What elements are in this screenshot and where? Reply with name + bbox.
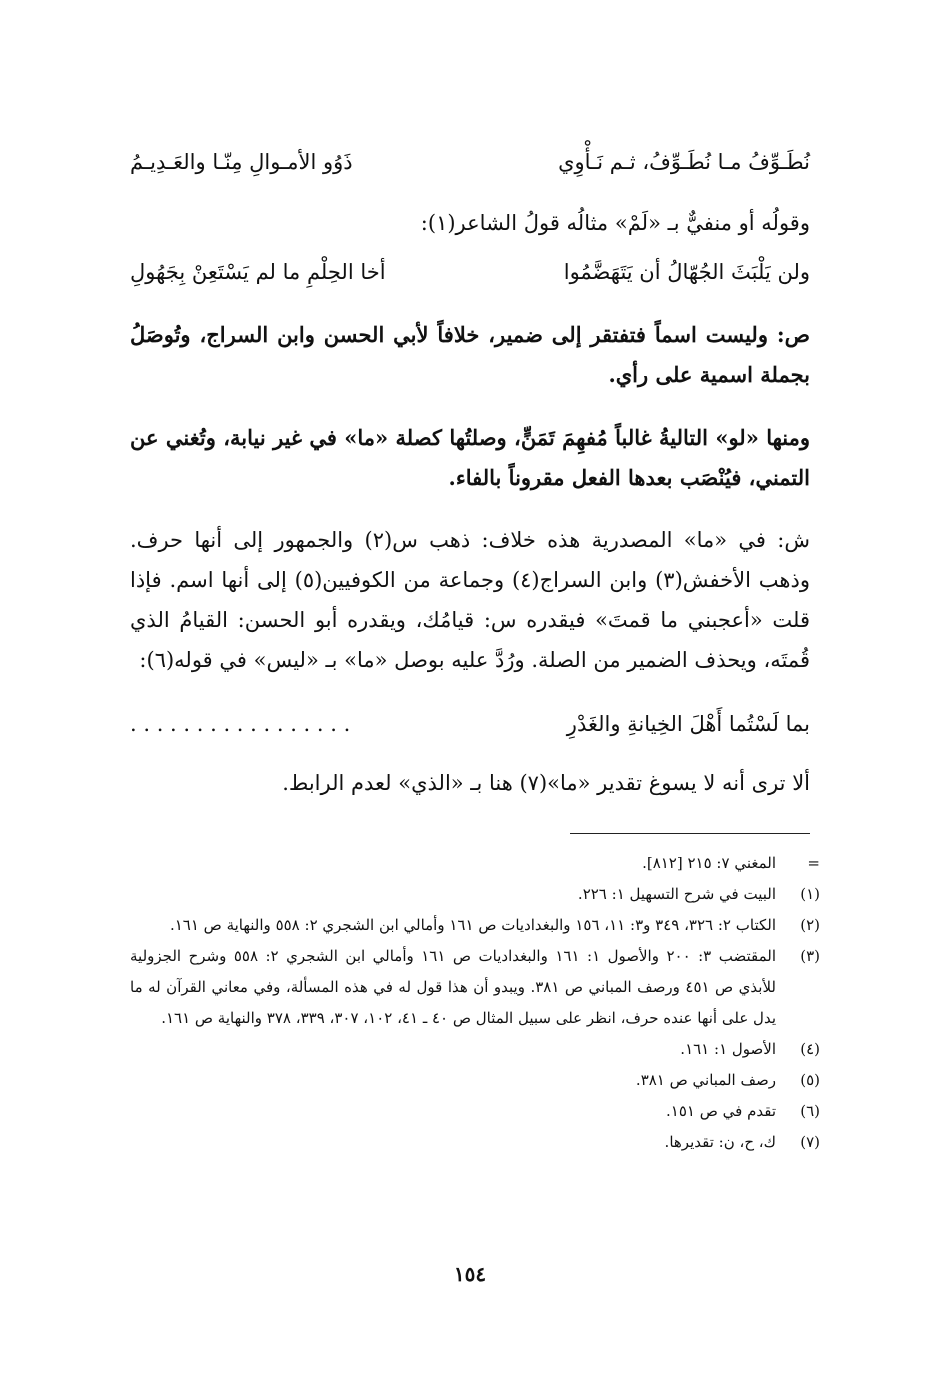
- paragraph-law: ومنها «لو» التاليةُ غالباً مُفهِمَ تَمَنٍّ، وصلتُها كصلة «ما» في غير نيابة، وتُغني عن التمني، فيُنْصَب بعدها الفعل مقروناً بالفاء.: [130, 425, 810, 490]
- paragraph-example-intro: وقولُه أو منفيٌّ بـ «لَمْ» مثالُه قولُ الشاعر(١):: [420, 211, 810, 235]
- footnote-number: (٤): [800, 1040, 820, 1058]
- footnote-text: الكتاب ٢: ٣٢٦، ٣٤٩ و٣: ١١، ١٥٦ والبغداديات ص ١٦١ وأمالي ابن الشجري ٢: ٥٥٨ والنهاية ص ١٦١.: [169, 916, 776, 934]
- footnote-1: [130, 879, 820, 910]
- footnote-6: [130, 1096, 820, 1127]
- verse-1-first-hemistich: نُطَـوِّفُ مـا نُطَـوِّفُ، ثـم نَـأْوِي: [558, 150, 810, 174]
- footnote-number: (١): [800, 885, 820, 903]
- footnote-text: رصف المباني ص ٣٨١.: [635, 1071, 776, 1089]
- page-number: ١٥٤: [453, 1262, 487, 1286]
- footnote-number: =: [807, 854, 820, 872]
- footnote-5: [130, 1065, 820, 1096]
- footnote-number: (٥): [800, 1071, 820, 1089]
- footnote-text: تقدم في ص ١٥١.: [666, 1102, 776, 1120]
- footnote-separator: [570, 833, 810, 834]
- verse-2-first-hemistich: ولن يَلْبَثَ الجُهّالُ أن يَتَهَضَّمُوا: [563, 260, 810, 284]
- verse-1: [130, 150, 810, 194]
- footnote-4: [130, 1034, 820, 1065]
- footnote-7: [130, 1127, 820, 1158]
- verse-2-second-hemistich: أخا الحِلْمِ ما لم يَسْتَعِنْ بِجَهُولِ: [130, 260, 386, 284]
- footnotes: [130, 848, 820, 1158]
- paragraph-text-sad: ص: وليست اسماً فتفتقر إلى ضمير، خلافاً لأبي الحسن وابن السراج، وتُوصَلُ بجملة اسمية على رأي.: [130, 322, 810, 387]
- footnote-text: المغني ٧: ٢١٥ [٨١٢].: [642, 854, 776, 872]
- footnote-text: ك، ح، ن: تقديرها.: [664, 1133, 776, 1151]
- footnote-number: (٢): [800, 916, 820, 934]
- footnote-2: [130, 910, 820, 941]
- verse-3-omitted-hemistich: . . . . . . . . . . . . . . . . .: [130, 712, 351, 736]
- footnote-continued: [130, 848, 820, 879]
- verse-3: [130, 712, 810, 756]
- footnote-text: الأصول ١: ١٦١.: [680, 1040, 776, 1058]
- footnote-3: [130, 941, 820, 1034]
- footnote-number: (٦): [800, 1102, 820, 1120]
- footnote-text: المقتضب ٣: ٢٠٠ والأصول ١: ١٦١ والبغداديات ص ١٦١ وأمالي ابن الشجري ٢: ٥٥٨ وشرح الجزولية للأبذي ص ٤٥١ ورصف المباني ص ٣٨١. ويبدو أن هذا قول له في هذه المسألة، وفي معاني القرآن له ما يدل على أنها عنده حرف، انظر على سبيل المثال ص ٤٠ ـ ٤١، ١٠٢، ٣٠٧، ٣٣٩، ٣٧٨ والنهاية ص ١٦١.: [130, 947, 776, 1027]
- paragraph-commentary: ش: في «ما» المصدرية هذه خلاف: ذهب س(٢) والجمهور إلى أنها حرف. وذهب الأخفش(٣) وابن السراج(٤) وجماعة من الكوفيين(٥) إلى أنها اسم. فإذا قلت «أعجبني ما قمتَ» فيقدره س: قيامُك، ويقدره أبو الحسن: القيامُ الذي قُمتَه، ويحذف الضمير من الصلة. ورُدَّ عليه بوصل «ما» بـ «ليس» في قوله(٦):: [130, 528, 810, 672]
- verse-2: [130, 260, 810, 304]
- verse-3-second-hemistich: بما لَسْتُما أَهْلَ الخِيانةِ والغَدْرِ: [566, 712, 810, 736]
- verse-1-second-hemistich: ذَوُو الأمـوالِ مِنّـا والعَـدِيـمُ: [130, 150, 353, 174]
- paragraph-conclusion: ألا ترى أنه لا يسوغ تقدير «ما»(٧) هنا بـ «الذي» لعدم الرابط.: [282, 771, 810, 795]
- footnote-number: (٧): [800, 1133, 820, 1151]
- footnote-number: (٣): [800, 947, 820, 965]
- footnote-text: البيت في شرح التسهيل ١: ٢٢٦.: [577, 885, 776, 903]
